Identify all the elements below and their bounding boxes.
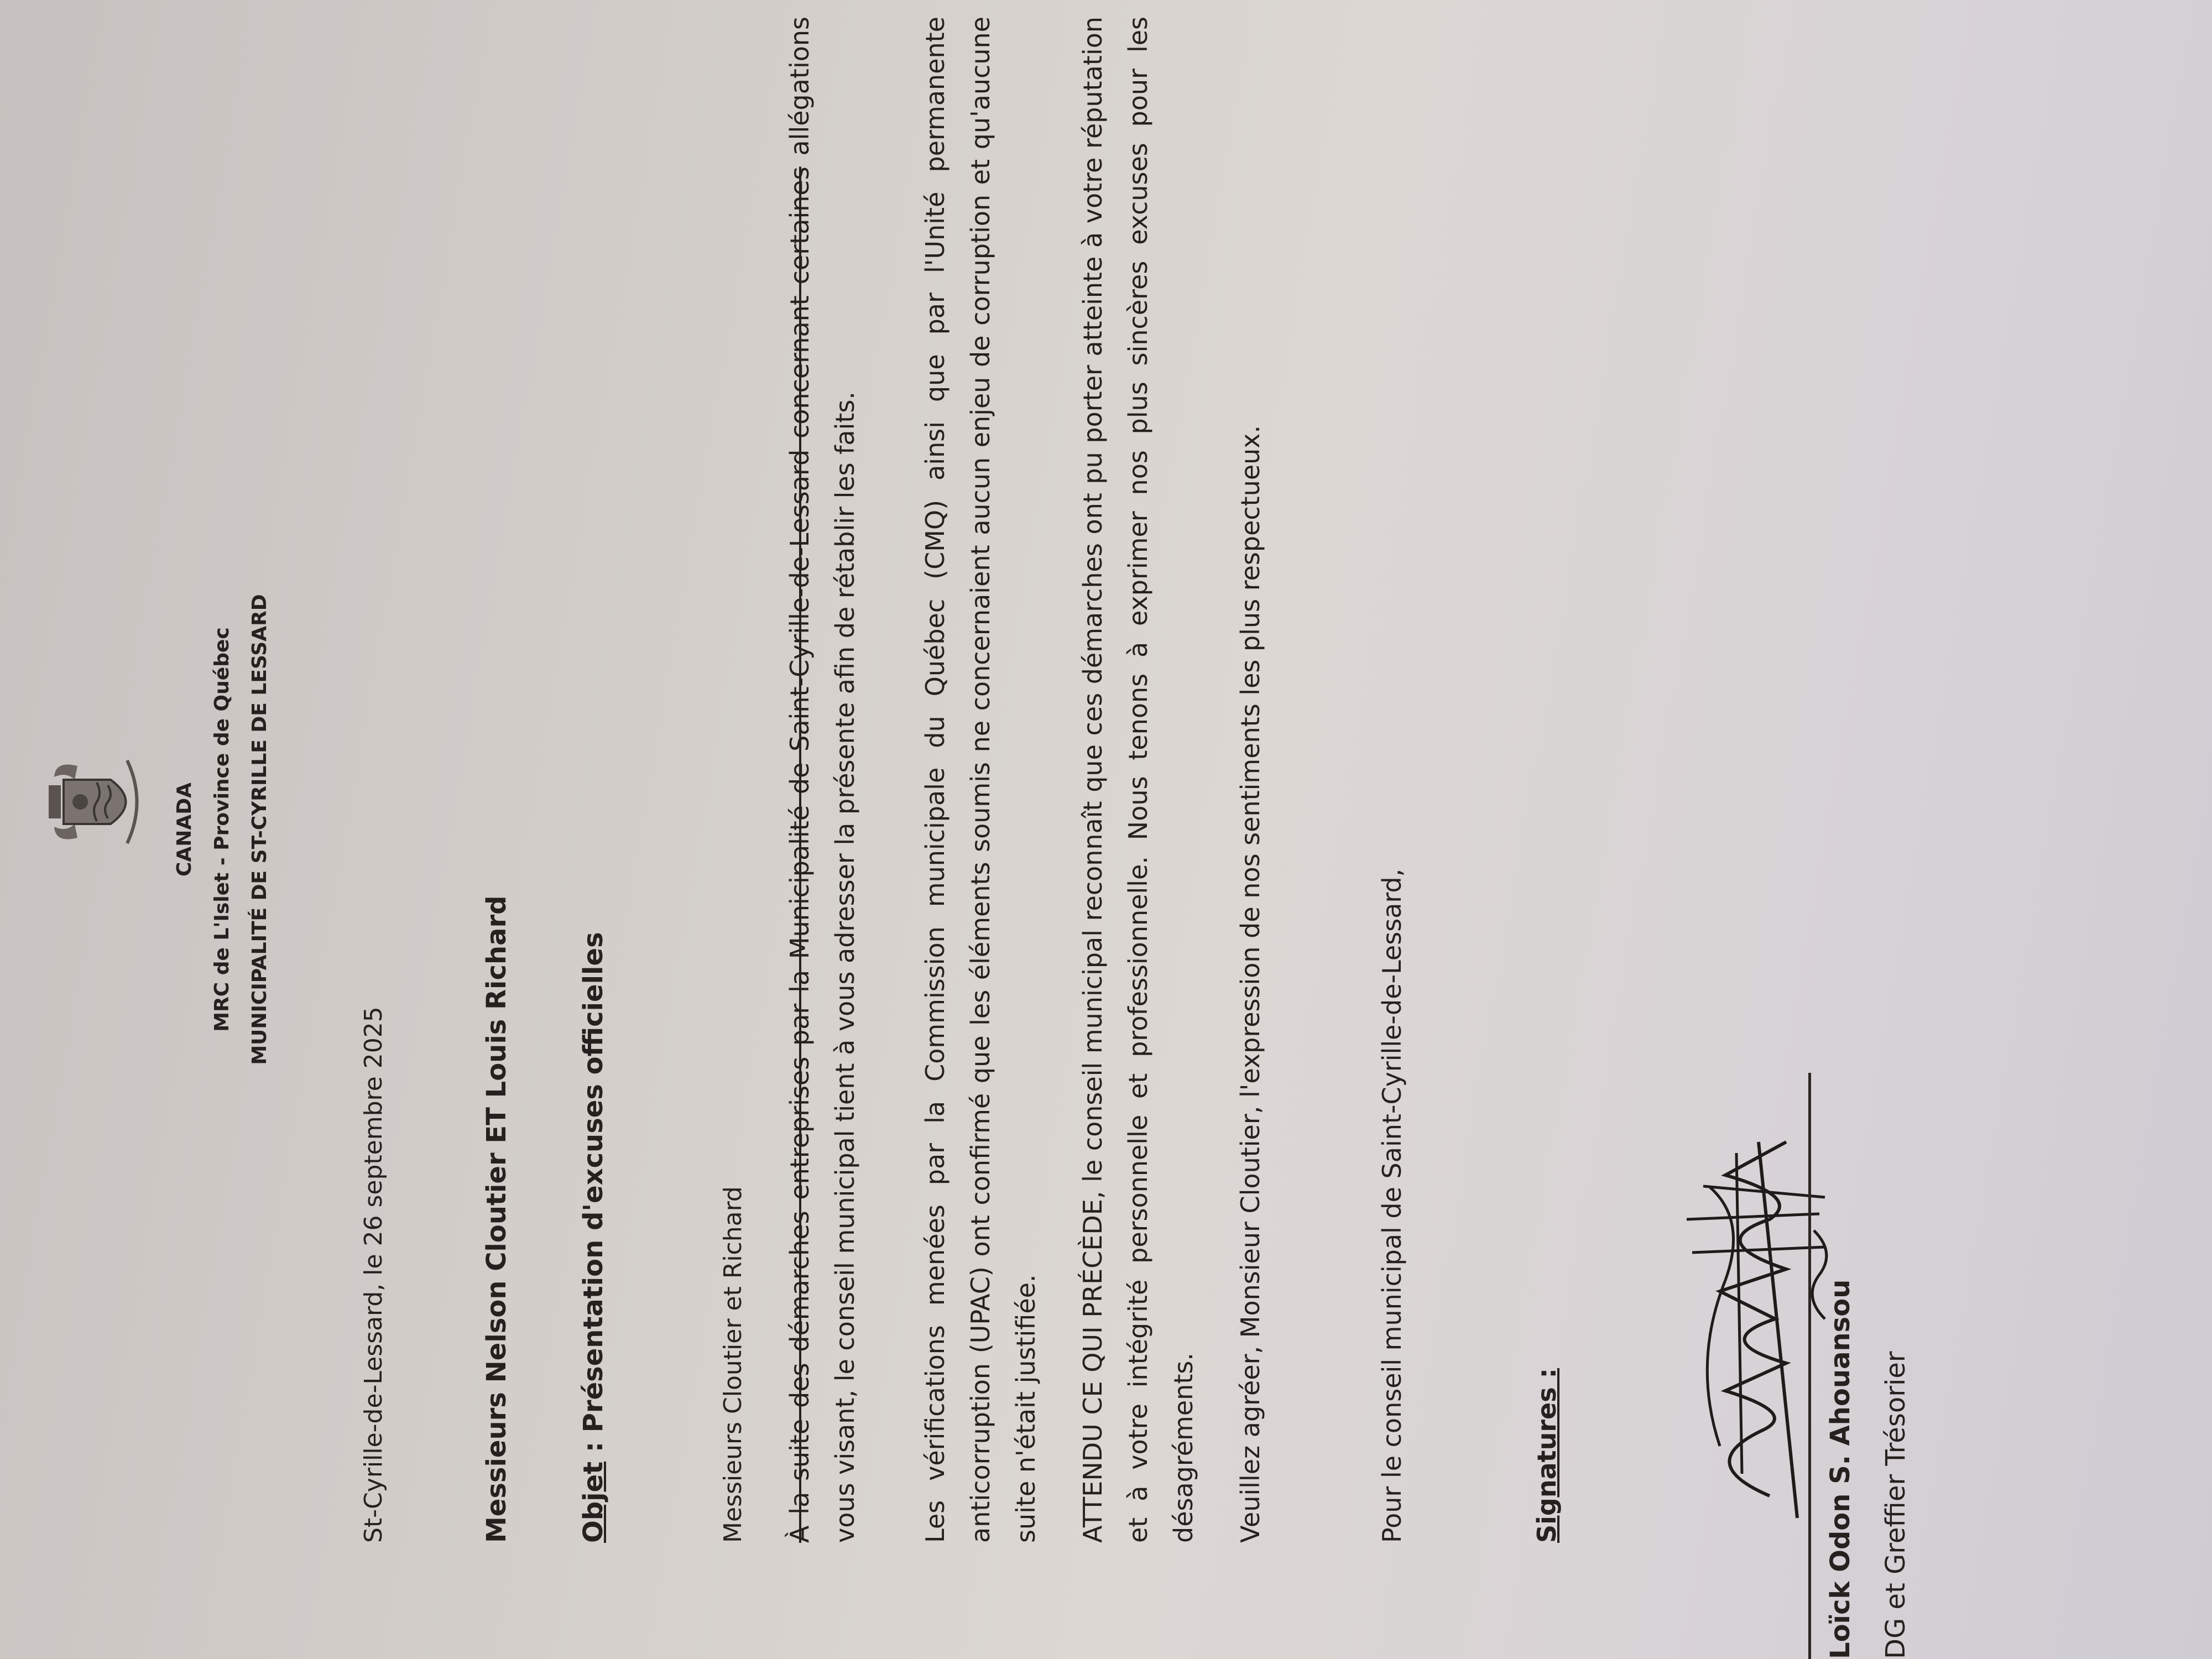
handwritten-signature <box>1659 1098 1841 1529</box>
letterhead <box>166 0 279 1659</box>
letterhead-municipality: MUNICIPALITÉ DE ST-CYRILLE DE LESSARD <box>248 594 271 1065</box>
paragraph-3: ATTENDU CE QUI PRÉCÈDE, le conseil municipal reconnaît que ces démarches ont pu porter atteinte à votre réputation et à votre intégrité personnelle et professionnelle. Nous tenons à exprimer nos plus sincères excuses pour les désagréments. <box>1078 17 1198 1543</box>
subject-line <box>578 932 609 1543</box>
closing-line: Pour le conseil municipal de Saint-Cyrille-de-Lessard, <box>1377 868 1407 1543</box>
signature-line <box>1808 1073 1811 1659</box>
signatory-name: Loïck Odon S. Ahouansou <box>1825 1279 1856 1659</box>
paragraph-1-text: allégations vous visant, le conseil municipal tient à vous adresser la présente afin de rétablir les faits. <box>785 17 860 1543</box>
recipients: Messieurs Nelson Cloutier ET Louis Richard <box>481 895 512 1543</box>
paragraph-1 <box>777 17 868 1543</box>
paragraph-2: Les vérifications menées par la Commission municipale du Québec (CMQ) ainsi que par l'Unité permanente anticorruption (UPAC) ont confirmé que les éléments soumis ne concernaient aucun enjeu de corruption et qu'aucune suite n'était justifiée. <box>920 17 1041 1543</box>
subject-text: : Présentation d'excuses officielles <box>578 932 609 1462</box>
subject-label: Objet <box>578 1461 609 1543</box>
letterhead-country: CANADA <box>173 782 196 877</box>
municipal-coat-of-arms-icon <box>44 755 149 849</box>
salutation: Messieurs Cloutier et Richard <box>719 1186 747 1543</box>
paragraph-1-struck-text: À la suite des démarches entreprises par la Municipalité de Saint-Cyrille-de-Lessard concernant certaines <box>785 166 815 1543</box>
paragraph-4: Veuillez agréer, Monsieur Cloutier, l'expression de nos sentiments les plus respectueux. <box>1235 425 1265 1543</box>
date-line: St-Cyrille-de-Lessard, le 26 septembre 2025 <box>359 1006 388 1543</box>
signatory-title: DG et Greffier Trésorier <box>1880 1351 1911 1659</box>
signatures-label: Signatures : <box>1532 1368 1562 1543</box>
letterhead-region: MRC de L'Islet - Province de Québec <box>211 627 233 1032</box>
